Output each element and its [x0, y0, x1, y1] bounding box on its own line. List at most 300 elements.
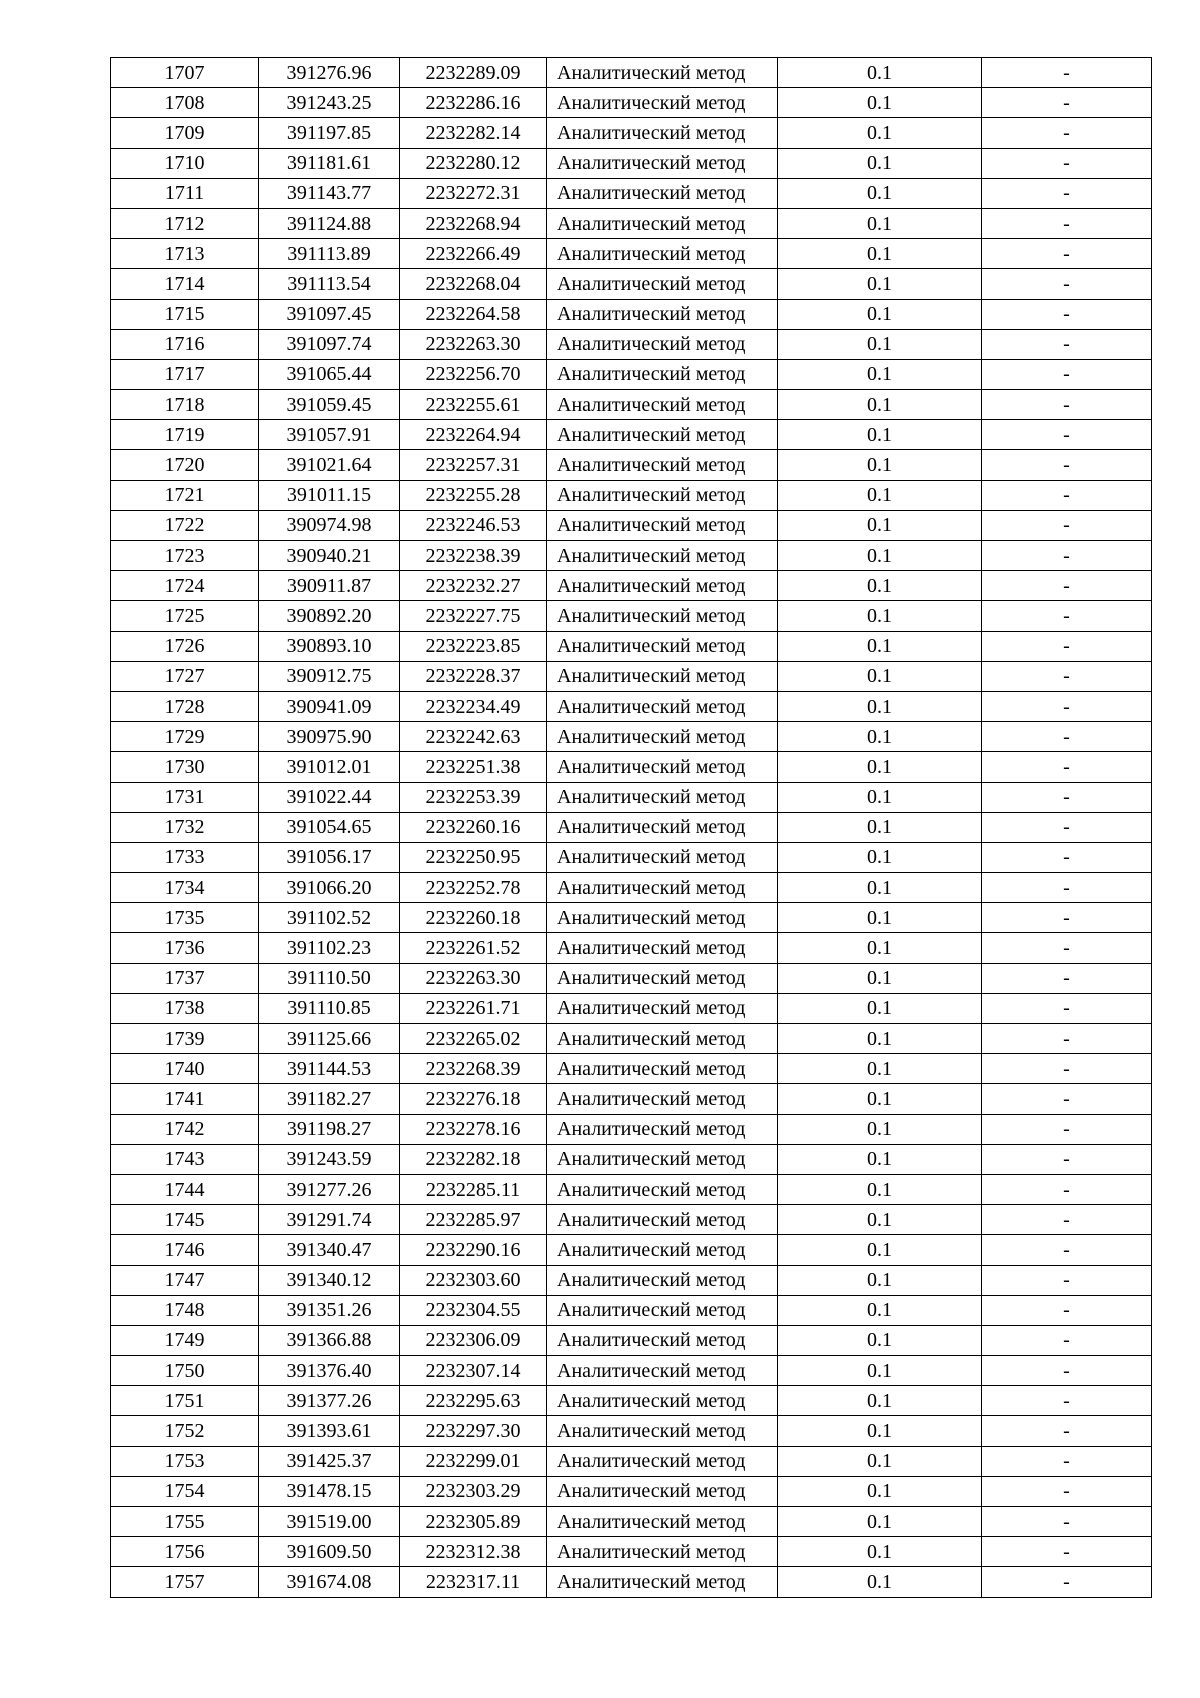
y-coordinate-cell: 2232297.30	[400, 1416, 547, 1446]
x-coordinate-cell: 391059.45	[259, 390, 400, 420]
accuracy-cell: 0.1	[778, 88, 982, 118]
point-number-cell: 1724	[111, 571, 259, 601]
y-coordinate-cell: 2232272.31	[400, 178, 547, 208]
method-cell: Аналитический метод	[547, 571, 778, 601]
point-number-cell: 1723	[111, 541, 259, 571]
method-cell: Аналитический метод	[547, 752, 778, 782]
y-coordinate-cell: 2232251.38	[400, 752, 547, 782]
method-cell: Аналитический метод	[547, 480, 778, 510]
method-cell: Аналитический метод	[547, 993, 778, 1023]
x-coordinate-cell: 391144.53	[259, 1054, 400, 1084]
table-row	[111, 601, 1152, 631]
y-coordinate-cell: 2232261.52	[400, 933, 547, 963]
y-coordinate-cell: 2232252.78	[400, 873, 547, 903]
y-coordinate-cell: 2232227.75	[400, 601, 547, 631]
accuracy-cell: 0.1	[778, 812, 982, 842]
x-coordinate-cell: 391519.00	[259, 1507, 400, 1537]
method-cell: Аналитический метод	[547, 58, 778, 88]
accuracy-cell: 0.1	[778, 963, 982, 993]
x-coordinate-cell: 391340.47	[259, 1235, 400, 1265]
accuracy-cell: 0.1	[778, 571, 982, 601]
x-coordinate-cell: 391291.74	[259, 1205, 400, 1235]
x-coordinate-cell: 391366.88	[259, 1325, 400, 1355]
y-coordinate-cell: 2232256.70	[400, 359, 547, 389]
note-cell: -	[982, 571, 1152, 601]
method-cell: Аналитический метод	[547, 1054, 778, 1084]
table-row	[111, 933, 1152, 963]
note-cell: -	[982, 873, 1152, 903]
table-row	[111, 208, 1152, 238]
y-coordinate-cell: 2232234.49	[400, 691, 547, 721]
accuracy-cell: 0.1	[778, 1295, 982, 1325]
point-number-cell: 1721	[111, 480, 259, 510]
point-number-cell: 1740	[111, 1054, 259, 1084]
note-cell: -	[982, 1507, 1152, 1537]
y-coordinate-cell: 2232260.18	[400, 903, 547, 933]
x-coordinate-cell: 391012.01	[259, 752, 400, 782]
accuracy-cell: 0.1	[778, 661, 982, 691]
table-row	[111, 510, 1152, 540]
method-cell: Аналитический метод	[547, 1024, 778, 1054]
table-row	[111, 1446, 1152, 1476]
note-cell: -	[982, 239, 1152, 269]
note-cell: -	[982, 148, 1152, 178]
method-cell: Аналитический метод	[547, 1144, 778, 1174]
y-coordinate-cell: 2232305.89	[400, 1507, 547, 1537]
table-row	[111, 390, 1152, 420]
table-row	[111, 1144, 1152, 1174]
accuracy-cell: 0.1	[778, 873, 982, 903]
method-cell: Аналитический метод	[547, 1235, 778, 1265]
y-coordinate-cell: 2232295.63	[400, 1386, 547, 1416]
table-row	[111, 752, 1152, 782]
y-coordinate-cell: 2232290.16	[400, 1235, 547, 1265]
point-number-cell: 1741	[111, 1084, 259, 1114]
method-cell: Аналитический метод	[547, 1114, 778, 1144]
table-row	[111, 1265, 1152, 1295]
point-number-cell: 1738	[111, 993, 259, 1023]
point-number-cell: 1734	[111, 873, 259, 903]
coordinates-table	[110, 57, 1152, 1598]
y-coordinate-cell: 2232268.94	[400, 208, 547, 238]
accuracy-cell: 0.1	[778, 842, 982, 872]
method-cell: Аналитический метод	[547, 239, 778, 269]
accuracy-cell: 0.1	[778, 239, 982, 269]
accuracy-cell: 0.1	[778, 148, 982, 178]
point-number-cell: 1742	[111, 1114, 259, 1144]
y-coordinate-cell: 2232304.55	[400, 1295, 547, 1325]
coordinates-table-body	[111, 58, 1152, 1598]
point-number-cell: 1713	[111, 239, 259, 269]
x-coordinate-cell: 391056.17	[259, 842, 400, 872]
note-cell: -	[982, 1235, 1152, 1265]
accuracy-cell: 0.1	[778, 722, 982, 752]
table-row	[111, 1325, 1152, 1355]
note-cell: -	[982, 178, 1152, 208]
y-coordinate-cell: 2232276.18	[400, 1084, 547, 1114]
method-cell: Аналитический метод	[547, 903, 778, 933]
accuracy-cell: 0.1	[778, 691, 982, 721]
point-number-cell: 1725	[111, 601, 259, 631]
note-cell: -	[982, 1205, 1152, 1235]
x-coordinate-cell: 391243.59	[259, 1144, 400, 1174]
method-cell: Аналитический метод	[547, 359, 778, 389]
accuracy-cell: 0.1	[778, 903, 982, 933]
point-number-cell: 1751	[111, 1386, 259, 1416]
note-cell: -	[982, 842, 1152, 872]
method-cell: Аналитический метод	[547, 722, 778, 752]
note-cell: -	[982, 661, 1152, 691]
table-row	[111, 148, 1152, 178]
y-coordinate-cell: 2232282.18	[400, 1144, 547, 1174]
note-cell: -	[982, 1054, 1152, 1084]
note-cell: -	[982, 480, 1152, 510]
table-row	[111, 58, 1152, 88]
table-row	[111, 993, 1152, 1023]
method-cell: Аналитический метод	[547, 933, 778, 963]
table-row	[111, 1114, 1152, 1144]
point-number-cell: 1715	[111, 299, 259, 329]
method-cell: Аналитический метод	[547, 420, 778, 450]
y-coordinate-cell: 2232261.71	[400, 993, 547, 1023]
y-coordinate-cell: 2232257.31	[400, 450, 547, 480]
note-cell: -	[982, 510, 1152, 540]
x-coordinate-cell: 391113.89	[259, 239, 400, 269]
method-cell: Аналитический метод	[547, 299, 778, 329]
note-cell: -	[982, 299, 1152, 329]
point-number-cell: 1739	[111, 1024, 259, 1054]
x-coordinate-cell: 390941.09	[259, 691, 400, 721]
table-row	[111, 1416, 1152, 1446]
y-coordinate-cell: 2232268.39	[400, 1054, 547, 1084]
method-cell: Аналитический метод	[547, 691, 778, 721]
method-cell: Аналитический метод	[547, 1416, 778, 1446]
y-coordinate-cell: 2232285.97	[400, 1205, 547, 1235]
x-coordinate-cell: 390893.10	[259, 631, 400, 661]
note-cell: -	[982, 933, 1152, 963]
point-number-cell: 1736	[111, 933, 259, 963]
point-number-cell: 1708	[111, 88, 259, 118]
table-row	[111, 1537, 1152, 1567]
note-cell: -	[982, 722, 1152, 752]
y-coordinate-cell: 2232253.39	[400, 782, 547, 812]
point-number-cell: 1711	[111, 178, 259, 208]
note-cell: -	[982, 359, 1152, 389]
x-coordinate-cell: 391393.61	[259, 1416, 400, 1446]
x-coordinate-cell: 391181.61	[259, 148, 400, 178]
point-number-cell: 1750	[111, 1356, 259, 1386]
note-cell: -	[982, 1295, 1152, 1325]
accuracy-cell: 0.1	[778, 1386, 982, 1416]
accuracy-cell: 0.1	[778, 1476, 982, 1506]
method-cell: Аналитический метод	[547, 450, 778, 480]
x-coordinate-cell: 390940.21	[259, 541, 400, 571]
x-coordinate-cell: 391097.45	[259, 299, 400, 329]
method-cell: Аналитический метод	[547, 1446, 778, 1476]
table-row	[111, 631, 1152, 661]
x-coordinate-cell: 391340.12	[259, 1265, 400, 1295]
accuracy-cell: 0.1	[778, 1024, 982, 1054]
accuracy-cell: 0.1	[778, 1205, 982, 1235]
method-cell: Аналитический метод	[547, 1084, 778, 1114]
table-row	[111, 1567, 1152, 1597]
y-coordinate-cell: 2232312.38	[400, 1537, 547, 1567]
method-cell: Аналитический метод	[547, 1567, 778, 1597]
y-coordinate-cell: 2232306.09	[400, 1325, 547, 1355]
table-row	[111, 1084, 1152, 1114]
accuracy-cell: 0.1	[778, 1446, 982, 1476]
method-cell: Аналитический метод	[547, 1507, 778, 1537]
table-row	[111, 269, 1152, 299]
table-row	[111, 1024, 1152, 1054]
x-coordinate-cell: 391022.44	[259, 782, 400, 812]
y-coordinate-cell: 2232299.01	[400, 1446, 547, 1476]
method-cell: Аналитический метод	[547, 1476, 778, 1506]
note-cell: -	[982, 208, 1152, 238]
method-cell: Аналитический метод	[547, 1265, 778, 1295]
table-row	[111, 88, 1152, 118]
method-cell: Аналитический метод	[547, 1325, 778, 1355]
method-cell: Аналитический метод	[547, 1537, 778, 1567]
note-cell: -	[982, 390, 1152, 420]
accuracy-cell: 0.1	[778, 1567, 982, 1597]
y-coordinate-cell: 2232266.49	[400, 239, 547, 269]
x-coordinate-cell: 391125.66	[259, 1024, 400, 1054]
accuracy-cell: 0.1	[778, 420, 982, 450]
note-cell: -	[982, 691, 1152, 721]
point-number-cell: 1743	[111, 1144, 259, 1174]
point-number-cell: 1732	[111, 812, 259, 842]
y-coordinate-cell: 2232307.14	[400, 1356, 547, 1386]
accuracy-cell: 0.1	[778, 329, 982, 359]
point-number-cell: 1733	[111, 842, 259, 872]
accuracy-cell: 0.1	[778, 541, 982, 571]
x-coordinate-cell: 391276.96	[259, 58, 400, 88]
method-cell: Аналитический метод	[547, 1174, 778, 1204]
table-row	[111, 299, 1152, 329]
note-cell: -	[982, 269, 1152, 299]
point-number-cell: 1754	[111, 1476, 259, 1506]
note-cell: -	[982, 1114, 1152, 1144]
method-cell: Аналитический метод	[547, 963, 778, 993]
accuracy-cell: 0.1	[778, 390, 982, 420]
note-cell: -	[982, 1144, 1152, 1174]
point-number-cell: 1709	[111, 118, 259, 148]
y-coordinate-cell: 2232260.16	[400, 812, 547, 842]
point-number-cell: 1746	[111, 1235, 259, 1265]
table-row	[111, 1295, 1152, 1325]
x-coordinate-cell: 391065.44	[259, 359, 400, 389]
x-coordinate-cell: 391057.91	[259, 420, 400, 450]
y-coordinate-cell: 2232285.11	[400, 1174, 547, 1204]
accuracy-cell: 0.1	[778, 1325, 982, 1355]
y-coordinate-cell: 2232232.27	[400, 571, 547, 601]
accuracy-cell: 0.1	[778, 933, 982, 963]
method-cell: Аналитический метод	[547, 178, 778, 208]
x-coordinate-cell: 391102.52	[259, 903, 400, 933]
y-coordinate-cell: 2232255.28	[400, 480, 547, 510]
accuracy-cell: 0.1	[778, 782, 982, 812]
table-row	[111, 812, 1152, 842]
point-number-cell: 1707	[111, 58, 259, 88]
table-row	[111, 178, 1152, 208]
method-cell: Аналитический метод	[547, 269, 778, 299]
point-number-cell: 1755	[111, 1507, 259, 1537]
x-coordinate-cell: 391425.37	[259, 1446, 400, 1476]
accuracy-cell: 0.1	[778, 178, 982, 208]
x-coordinate-cell: 391609.50	[259, 1537, 400, 1567]
y-coordinate-cell: 2232242.63	[400, 722, 547, 752]
x-coordinate-cell: 390911.87	[259, 571, 400, 601]
accuracy-cell: 0.1	[778, 359, 982, 389]
note-cell: -	[982, 420, 1152, 450]
x-coordinate-cell: 391351.26	[259, 1295, 400, 1325]
point-number-cell: 1747	[111, 1265, 259, 1295]
accuracy-cell: 0.1	[778, 752, 982, 782]
table-row	[111, 1174, 1152, 1204]
point-number-cell: 1744	[111, 1174, 259, 1204]
table-row	[111, 661, 1152, 691]
note-cell: -	[982, 1325, 1152, 1355]
table-row	[111, 329, 1152, 359]
accuracy-cell: 0.1	[778, 118, 982, 148]
point-number-cell: 1729	[111, 722, 259, 752]
accuracy-cell: 0.1	[778, 1054, 982, 1084]
note-cell: -	[982, 450, 1152, 480]
table-row	[111, 1054, 1152, 1084]
table-row	[111, 1476, 1152, 1506]
method-cell: Аналитический метод	[547, 812, 778, 842]
point-number-cell: 1716	[111, 329, 259, 359]
method-cell: Аналитический метод	[547, 1386, 778, 1416]
note-cell: -	[982, 782, 1152, 812]
x-coordinate-cell: 391478.15	[259, 1476, 400, 1506]
point-number-cell: 1727	[111, 661, 259, 691]
note-cell: -	[982, 1024, 1152, 1054]
note-cell: -	[982, 1084, 1152, 1114]
method-cell: Аналитический метод	[547, 661, 778, 691]
y-coordinate-cell: 2232278.16	[400, 1114, 547, 1144]
method-cell: Аналитический метод	[547, 148, 778, 178]
x-coordinate-cell: 391011.15	[259, 480, 400, 510]
x-coordinate-cell: 391243.25	[259, 88, 400, 118]
x-coordinate-cell: 391143.77	[259, 178, 400, 208]
accuracy-cell: 0.1	[778, 1114, 982, 1144]
note-cell: -	[982, 541, 1152, 571]
accuracy-cell: 0.1	[778, 1235, 982, 1265]
accuracy-cell: 0.1	[778, 58, 982, 88]
method-cell: Аналитический метод	[547, 842, 778, 872]
table-row	[111, 541, 1152, 571]
y-coordinate-cell: 2232268.04	[400, 269, 547, 299]
note-cell: -	[982, 88, 1152, 118]
method-cell: Аналитический метод	[547, 390, 778, 420]
note-cell: -	[982, 118, 1152, 148]
note-cell: -	[982, 963, 1152, 993]
point-number-cell: 1714	[111, 269, 259, 299]
method-cell: Аналитический метод	[547, 88, 778, 118]
x-coordinate-cell: 391054.65	[259, 812, 400, 842]
y-coordinate-cell: 2232255.61	[400, 390, 547, 420]
x-coordinate-cell: 391197.85	[259, 118, 400, 148]
x-coordinate-cell: 390975.90	[259, 722, 400, 752]
point-number-cell: 1757	[111, 1567, 259, 1597]
x-coordinate-cell: 391198.27	[259, 1114, 400, 1144]
point-number-cell: 1749	[111, 1325, 259, 1355]
table-row	[111, 1356, 1152, 1386]
accuracy-cell: 0.1	[778, 1356, 982, 1386]
table-row	[111, 691, 1152, 721]
note-cell: -	[982, 601, 1152, 631]
point-number-cell: 1745	[111, 1205, 259, 1235]
point-number-cell: 1726	[111, 631, 259, 661]
y-coordinate-cell: 2232289.09	[400, 58, 547, 88]
table-row	[111, 842, 1152, 872]
y-coordinate-cell: 2232223.85	[400, 631, 547, 661]
point-number-cell: 1753	[111, 1446, 259, 1476]
table-row	[111, 1235, 1152, 1265]
note-cell: -	[982, 993, 1152, 1023]
point-number-cell: 1737	[111, 963, 259, 993]
table-row	[111, 420, 1152, 450]
y-coordinate-cell: 2232280.12	[400, 148, 547, 178]
point-number-cell: 1756	[111, 1537, 259, 1567]
y-coordinate-cell: 2232303.29	[400, 1476, 547, 1506]
point-number-cell: 1719	[111, 420, 259, 450]
accuracy-cell: 0.1	[778, 299, 982, 329]
method-cell: Аналитический метод	[547, 873, 778, 903]
table-row	[111, 571, 1152, 601]
table-row	[111, 450, 1152, 480]
x-coordinate-cell: 390912.75	[259, 661, 400, 691]
accuracy-cell: 0.1	[778, 601, 982, 631]
table-row	[111, 239, 1152, 269]
accuracy-cell: 0.1	[778, 1416, 982, 1446]
x-coordinate-cell: 391110.50	[259, 963, 400, 993]
x-coordinate-cell: 391182.27	[259, 1084, 400, 1114]
x-coordinate-cell: 391110.85	[259, 993, 400, 1023]
y-coordinate-cell: 2232263.30	[400, 963, 547, 993]
table-row	[111, 963, 1152, 993]
table-row	[111, 1386, 1152, 1416]
note-cell: -	[982, 58, 1152, 88]
y-coordinate-cell: 2232238.39	[400, 541, 547, 571]
x-coordinate-cell: 391113.54	[259, 269, 400, 299]
table-row	[111, 480, 1152, 510]
y-coordinate-cell: 2232303.60	[400, 1265, 547, 1295]
point-number-cell: 1710	[111, 148, 259, 178]
method-cell: Аналитический метод	[547, 541, 778, 571]
note-cell: -	[982, 1416, 1152, 1446]
point-number-cell: 1735	[111, 903, 259, 933]
accuracy-cell: 0.1	[778, 1265, 982, 1295]
y-coordinate-cell: 2232286.16	[400, 88, 547, 118]
y-coordinate-cell: 2232263.30	[400, 329, 547, 359]
method-cell: Аналитический метод	[547, 208, 778, 238]
accuracy-cell: 0.1	[778, 1537, 982, 1567]
accuracy-cell: 0.1	[778, 510, 982, 540]
accuracy-cell: 0.1	[778, 631, 982, 661]
x-coordinate-cell: 391277.26	[259, 1174, 400, 1204]
x-coordinate-cell: 391102.23	[259, 933, 400, 963]
point-number-cell: 1722	[111, 510, 259, 540]
note-cell: -	[982, 812, 1152, 842]
point-number-cell: 1728	[111, 691, 259, 721]
y-coordinate-cell: 2232282.14	[400, 118, 547, 148]
method-cell: Аналитический метод	[547, 329, 778, 359]
point-number-cell: 1731	[111, 782, 259, 812]
accuracy-cell: 0.1	[778, 269, 982, 299]
